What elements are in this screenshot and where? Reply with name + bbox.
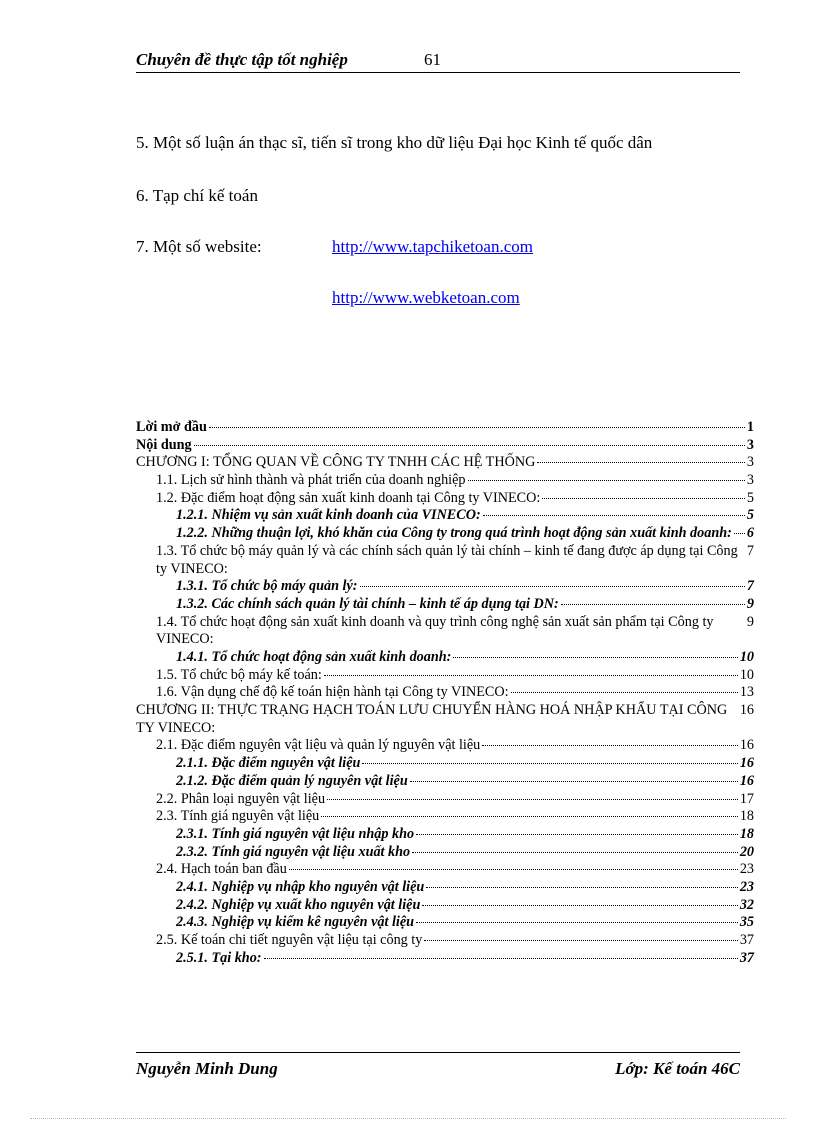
- toc-subentry[interactable]: 2.3.2. Tính giá nguyên vật liệu xuất kho 20: [176, 843, 754, 860]
- toc-entry[interactable]: Nội dung 3: [136, 436, 754, 453]
- toc-entry[interactable]: 1.1. Lịch sử hình thành và phát triển của doanh nghiệp 3: [156, 472, 754, 489]
- toc-subentry[interactable]: 1.3.2. Các chính sách quản lý tài chính – kinh tế áp dụng tại DN: 9: [176, 595, 754, 612]
- website-link-tapchiketoan[interactable]: http://www.tapchiketoan.com: [332, 237, 533, 256]
- reference-item-7: [136, 237, 736, 257]
- page-number: 61: [424, 50, 441, 69]
- reference-text: 5. Một số luận án thạc sĩ, tiến sĩ trong kho dữ liệu Đại học Kinh tế quốc dân: [136, 133, 653, 152]
- reference-text: 7. Một số website:: [136, 237, 262, 256]
- toc-subentry[interactable]: 1.2.1. Nhiệm vụ sản xuất kinh doanh của VINECO: 5: [176, 507, 754, 524]
- toc-entry[interactable]: 1.2. Đặc điểm hoạt động sản xuất kinh doanh tại Công ty VINECO: 5: [156, 489, 754, 506]
- document-title: Chuyên đề thực tập tốt nghiệp: [136, 50, 348, 69]
- reference-item-6: [136, 186, 258, 206]
- reference-text: 6. Tạp chí kế toán: [136, 186, 258, 205]
- toc-subentry[interactable]: 2.4.3. Nghiệp vụ kiểm kê nguyên vật liệu 35: [176, 914, 754, 931]
- toc-entry[interactable]: 1.6. Vận dụng chế độ kế toán hiện hành tại Công ty VINECO: 13: [156, 684, 754, 701]
- toc-entry[interactable]: Lời mở đầu 1: [136, 419, 754, 435]
- toc-entry[interactable]: 2.1. Đặc điểm nguyên vật liệu và quản lý nguyên vật liệu 16: [156, 737, 754, 754]
- website-link-webketoan[interactable]: http://www.webketoan.com: [332, 288, 520, 307]
- toc-subentry[interactable]: 2.1.1. Đặc điểm nguyên vật liệu 16: [176, 755, 754, 772]
- reference-item-5: [136, 133, 652, 153]
- toc-entry[interactable]: 2.4. Hạch toán ban đầu 23: [156, 861, 754, 878]
- class-name: Lớp: Kế toán 46C: [615, 1059, 740, 1078]
- toc-subentry[interactable]: 2.1.2. Đặc điểm quản lý nguyên vật liệu 16: [176, 772, 754, 789]
- page-header: [136, 50, 740, 73]
- toc-entry[interactable]: 1.4. Tổ chức hoạt động sản xuất kinh doanh và quy trình công nghệ sản xuất sản phẩm tại Công ty VINECO: 9: [156, 613, 754, 648]
- toc-subentry[interactable]: 2.3.1. Tính giá nguyên vật liệu nhập kho 18: [176, 825, 754, 842]
- toc-entry[interactable]: 1.3. Tổ chức bộ máy quản lý và các chính sách quản lý tài chính – kinh tế đang được áp dụng tại Công ty VINECO: 7: [156, 542, 754, 577]
- toc-subentry[interactable]: 2.4.1. Nghiệp vụ nhập kho nguyên vật liệu 23: [176, 878, 754, 895]
- page-footer: [136, 1052, 740, 1079]
- author-name: Nguyễn Minh Dung: [136, 1059, 278, 1078]
- toc-entry[interactable]: 2.5. Kế toán chi tiết nguyên vật liệu tại công ty 37: [156, 932, 754, 949]
- toc-subentry[interactable]: 1.2.2. Những thuận lợi, khó khăn của Công ty trong quá trình hoạt động sản xuất kinh doanh: 6: [176, 525, 754, 542]
- toc-subentry[interactable]: 1.3.1. Tổ chức bộ máy quản lý: 7: [176, 578, 754, 595]
- page-edge-divider: [30, 1118, 786, 1119]
- reference-item-7-cont: [332, 288, 520, 308]
- toc-entry[interactable]: 2.3. Tính giá nguyên vật liệu 18: [156, 808, 754, 825]
- toc-subentry[interactable]: 2.5.1. Tại kho: 37: [176, 949, 754, 966]
- table-of-contents: [136, 419, 754, 967]
- toc-entry[interactable]: 2.2. Phân loại nguyên vật liệu 17: [156, 790, 754, 807]
- toc-subentry[interactable]: 2.4.2. Nghiệp vụ xuất kho nguyên vật liệu 32: [176, 896, 754, 913]
- toc-chapter[interactable]: CHƯƠNG II: THỰC TRẠNG HẠCH TOÁN LƯU CHUYỂN HÀNG HOÁ NHẬP KHẨU TẠI CÔNG TY VINECO: 16: [136, 702, 754, 736]
- toc-chapter[interactable]: CHƯƠNG I: TỔNG QUAN VỀ CÔNG TY TNHH CÁC HỆ THỐNG 3: [136, 454, 754, 471]
- toc-subentry[interactable]: 1.4.1. Tổ chức hoạt động sản xuất kinh doanh: 10: [176, 649, 754, 666]
- toc-entry[interactable]: 1.5. Tổ chức bộ máy kế toán: 10: [156, 666, 754, 683]
